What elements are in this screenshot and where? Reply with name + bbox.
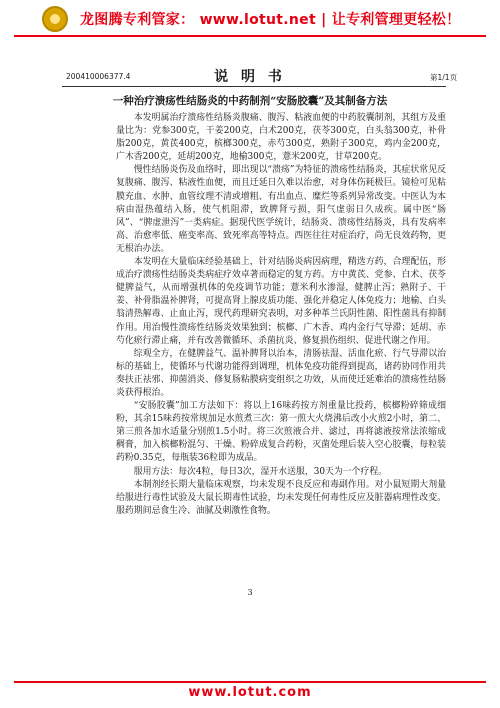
- paragraph: 综观全方，在健脾益气、温补脾肾以治本，清肠祛湿、活血化瘀、行气导滞以治标的基础上，使循环与代谢功能得到调理，机体免疫功能得到提高，诸药协同作用共奏扶正祛邪、抑菌消炎、修复肠粘膜病变组织之功效，从而使迁延难治的溃疡性结肠炎获得根治。: [116, 348, 446, 398]
- paragraph: 本发明属治疗溃疡性结肠炎腹痛、腹泻、粘液血便的中药胶囊制剂，其组方及重量比为：党参300克，干姜200克，白术200克，茯苓300克，白头翁300克，补骨脂200克，黄芪400克，槟榔300克，赤芍300克，熟附子300克，鸡内金200克，广木香200克，延胡200克，地榆300克，薏米200克，甘草200克。: [116, 113, 446, 163]
- document-number: 200410006377.4: [66, 72, 131, 81]
- document-title: 一种治疗溃疡性结肠炎的中药制剂“安肠胶囊”及其制备方法: [112, 95, 388, 107]
- logo-icon: [42, 6, 68, 32]
- page-label: 第1/1页: [430, 73, 458, 82]
- page-number: 3: [247, 588, 253, 597]
- paragraph: 本制剂经长期大量临床观察，均未发现不良反应和毒副作用。对小鼠短期大剂量给服进行毒性试验及大鼠长期毒性试验，均未发现任何毒性反应及脏器病理性改变。服药期间忌食生冷、油腻及刺激性食物。: [116, 479, 446, 516]
- paragraph: “安肠胶囊”加工方法如下：将以上16味药按方剂重量比投药，槟榔粉碎筛成细粉，其余15味药按常规加足水煎煮三次：第一煎大火烧沸后改小火煎2小时，第二、第三煎各加水适量分别煎1.5小时。将三次煎液合并、滤过，再将滤液按常法浓缩成稠膏，加入槟榔粉混匀、干燥、粉碎成复合药粉，灭菌处理后装入空心胶囊，每粒装药粉0.35克，每瓶装36粒即为成品。: [116, 401, 446, 464]
- document-body: [116, 112, 446, 518]
- paragraph: 慢性结肠炎伤及血络时，即出现以“溃疡”为特征的溃疡性结肠炎，其症状常见反复腹痛、腹泻、粘液性血便，而且迁延日久难以治愈，对身体伤耗极巨。镜检可见粘膜充血、水肿、血管纹理不清或增粗、有出血点、糜烂等系列异常改变。中医认为本病由湿热蕴结入肠，使气机阻滞，致脾肾亏损，阳气虚弱日久成疾。属中医“肠风”、“脾虚泄泻”一类病症。据现代医学统计，结肠炎、溃疡性结肠炎，具有发病率高、治愈率低、癌变率高、致死率高等特点。西医往往对症治疗，尚无良效药物，更无根治办法。: [116, 165, 446, 254]
- top-banner: [14, 4, 486, 34]
- title-rule: [62, 86, 446, 87]
- banner-text[interactable]: 龙图腾专利管家： www.lotut.net | 让专利管理更轻松！: [80, 12, 461, 28]
- footer-url[interactable]: www.lotut.com: [188, 685, 312, 700]
- footer-divider: [14, 681, 486, 683]
- paragraph: 本发明在大量临床经验基础上，针对结肠炎病因病理，精选方药，合理配伍，形成治疗溃疡性结肠炎类病症疗效卓著而稳定的复方药。方中黄芪、党参、白术、茯苓健脾益气，从而增强机体的免疫调节功能；薏米利水渗湿，健脾止泻；熟附子、干姜、补骨脂温补脾肾，可提高肾上腺皮质功能、强化并稳定人体免疫力；地榆、白头翁清热解毒、止血止泻，现代药理研究表明，对多种革兰氏阴性菌、阳性菌具有抑制作用。用治慢性溃疡性结肠炎效果独到；槟榔、广木香、鸡内金行气导滞；延胡、赤芍化瘀行滞止痛，并有改善微循环、杀菌抗炎、修复损伤组织、促进代谢之作用。: [116, 257, 446, 346]
- paragraph: 服用方法：每次4粒，每日3次，湿开水送服，30天为一个疗程。: [133, 466, 388, 477]
- banner-divider: [14, 35, 486, 37]
- document-type-title: 说 明 书: [214, 69, 286, 85]
